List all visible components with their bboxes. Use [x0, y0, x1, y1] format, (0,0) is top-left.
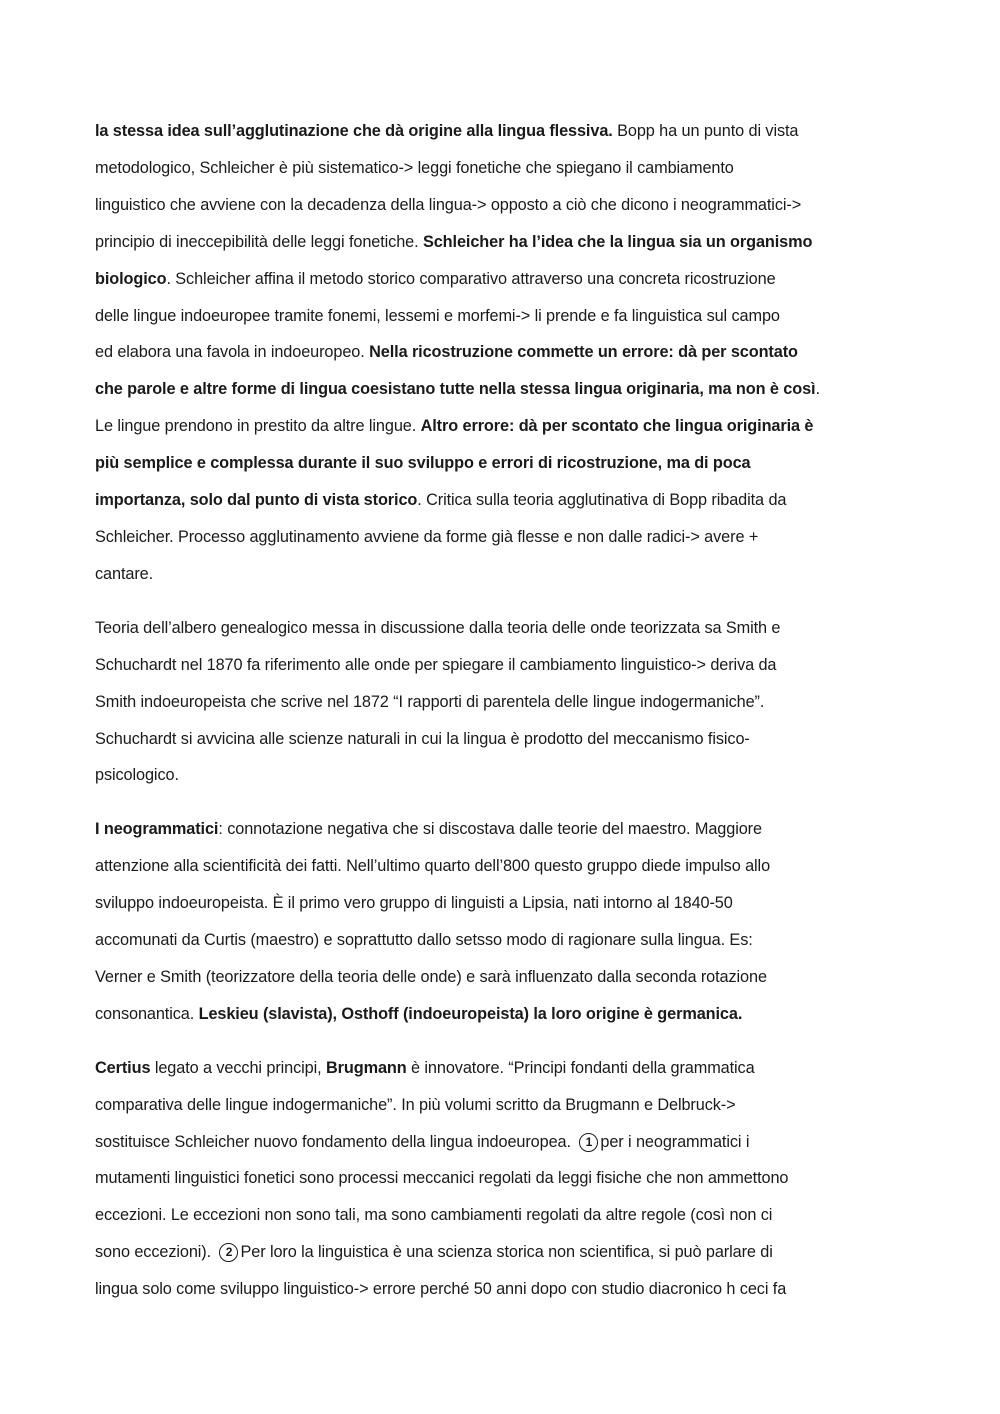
paragraph — [95, 1050, 910, 1308]
text-line — [95, 445, 910, 482]
text-line — [95, 519, 910, 556]
text-line — [95, 1050, 910, 1087]
text-line — [95, 408, 910, 445]
text-run: Per loro la linguistica è una scienza storica non scientifica, si può parlare di — [240, 1243, 773, 1262]
text-line — [95, 1234, 910, 1271]
text-line — [95, 1087, 910, 1124]
text-run: lingua solo come sviluppo linguistico-> errore perché 50 anni dopo con studio diacronico h ceci fa — [95, 1280, 787, 1299]
bold-text-run: Certius — [95, 1058, 151, 1077]
text-run: sviluppo indoeuropeista. È il primo vero gruppo di linguisti a Lipsia, nati intorno al 1840-50 — [95, 894, 733, 913]
text-run: Schuchardt si avvicina alle scienze naturali in cui la lingua è prodotto del meccanismo fisico- — [95, 729, 750, 748]
circled-number: 2 — [219, 1243, 238, 1262]
bold-text-run: più semplice e complessa durante il suo sviluppo e errori di ricostruzione, ma di poca — [95, 454, 751, 473]
bold-text-run: Nella ricostruzione commette un errore: dà per scontato — [369, 343, 798, 362]
bold-text-run: biologico — [95, 269, 167, 288]
text-line — [95, 922, 910, 959]
text-line — [95, 556, 910, 593]
text-run: principio di ineccepibilità delle leggi fonetiche. — [95, 232, 423, 251]
document-body — [95, 113, 910, 1325]
text-line — [95, 1124, 910, 1161]
text-line — [95, 1197, 910, 1234]
text-run: è innovatore. “Principi fondanti della grammatica — [406, 1058, 755, 1077]
text-line — [95, 187, 910, 224]
text-run: Teoria dell’albero genealogico messa in discussione dalla teoria delle onde teorizzata sa Smith e — [95, 618, 781, 637]
text-line — [95, 482, 910, 519]
bold-text-run: la stessa idea sull’agglutinazione che dà origine alla lingua flessiva. — [95, 122, 613, 140]
text-line — [95, 996, 910, 1033]
text-run: psicologico. — [95, 766, 179, 785]
text-run: Schuchardt nel 1870 fa riferimento alle onde per spiegare il cambiamento linguistico-> deriva da — [95, 655, 777, 674]
text-line — [95, 371, 910, 408]
text-run: Verner e Smith (teorizzatore della teoria delle onde) e sarà influenzato dalla seconda rotazione — [95, 967, 767, 986]
text-run: cantare. — [95, 564, 154, 583]
text-line — [95, 848, 910, 885]
text-line — [95, 224, 910, 261]
text-run: delle lingue indoeuropee tramite fonemi, lessemi e morfemi-> li prende e fa linguistica sul campo — [95, 306, 780, 325]
text-run: linguistico che avviene con la decadenza della lingua-> opposto a ciò che dicono i neogrammatici-> — [95, 195, 802, 214]
text-run: Schleicher. Processo agglutinamento avviene da forme già flesse e non dalle radici-> avere + — [95, 527, 759, 546]
text-run: Le lingue prendono in prestito da altre lingue. — [95, 417, 421, 436]
text-line — [95, 647, 910, 684]
text-line — [95, 885, 910, 922]
text-run: ed elabora una favola in indoeuropeo. — [95, 343, 370, 362]
text-run: Smith indoeuropeista che scrive nel 1872 “I rapporti di parentela delle lingue indogermaniche”. — [95, 692, 765, 711]
bold-text-run: che parole e altre forme di lingua coesistano tutte nella stessa lingua originaria, ma non è così — [95, 380, 816, 399]
text-run: per i neogrammatici i — [600, 1132, 750, 1151]
text-line — [95, 757, 910, 794]
text-line — [95, 334, 910, 371]
text-line — [95, 684, 910, 721]
text-run: : connotazione negativa che si discostava dalle teorie del maestro. Maggiore — [218, 820, 762, 839]
text-line — [95, 113, 910, 150]
text-line — [95, 261, 910, 298]
paragraph — [95, 811, 910, 1032]
text-run: attenzione alla scientificità dei fatti. Nell’ultimo quarto dell’800 questo gruppo diede impulso allo — [95, 857, 771, 876]
text-line — [95, 959, 910, 996]
text-line — [95, 298, 910, 335]
paragraph — [95, 113, 910, 593]
text-run: legato a vecchi principi, — [150, 1058, 326, 1077]
text-run: sostituisce Schleicher nuovo fondamento della lingua indoeuropea. — [95, 1132, 576, 1151]
circled-number: 1 — [579, 1133, 598, 1152]
text-line — [95, 610, 910, 647]
bold-text-run: importanza, solo dal punto di vista storico — [95, 491, 418, 510]
text-run: . Schleicher affina il metodo storico comparativo attraverso una concreta ricostruzione — [166, 269, 776, 288]
text-run: . — [815, 380, 820, 399]
text-line — [95, 1160, 910, 1197]
bold-text-run: Brugmann — [326, 1058, 407, 1077]
text-run: . Critica sulla teoria agglutinativa di Bopp ribadita da — [417, 491, 787, 510]
text-run: eccezioni. Le eccezioni non sono tali, ma sono cambiamenti regolati da altre regole (così non ci — [95, 1206, 773, 1225]
text-run: accomunati da Curtis (maestro) e soprattutto dallo setsso modo di ragionare sulla lingua. Es: — [95, 931, 753, 950]
text-run: comparativa delle lingue indogermaniche”. In più volumi scritto da Brugmann e Delbruck-> — [95, 1095, 736, 1114]
bold-text-run: Schleicher ha l’idea che la lingua sia un organismo — [422, 232, 813, 251]
text-run: metodologico, Schleicher è più sistematico-> leggi fonetiche che spiegano il cambiamento — [95, 158, 734, 177]
paragraph — [95, 610, 910, 795]
bold-text-run: I neogrammatici — [95, 820, 219, 839]
text-line — [95, 811, 910, 848]
text-run: mutamenti linguistici fonetici sono processi meccanici regolati da leggi fisiche che non ammettono — [95, 1169, 789, 1188]
text-run: Bopp ha un punto di vista — [612, 122, 799, 140]
text-run: consonantica. — [95, 1004, 199, 1023]
text-line — [95, 721, 910, 758]
text-line — [95, 150, 910, 187]
text-line — [95, 1271, 910, 1308]
text-run: sono eccezioni). — [95, 1243, 216, 1262]
bold-text-run: Altro errore: dà per scontato che lingua originaria è — [420, 417, 814, 436]
bold-text-run: Leskieu (slavista), Osthoff (indoeuropeista) la loro origine è germanica. — [198, 1004, 743, 1023]
